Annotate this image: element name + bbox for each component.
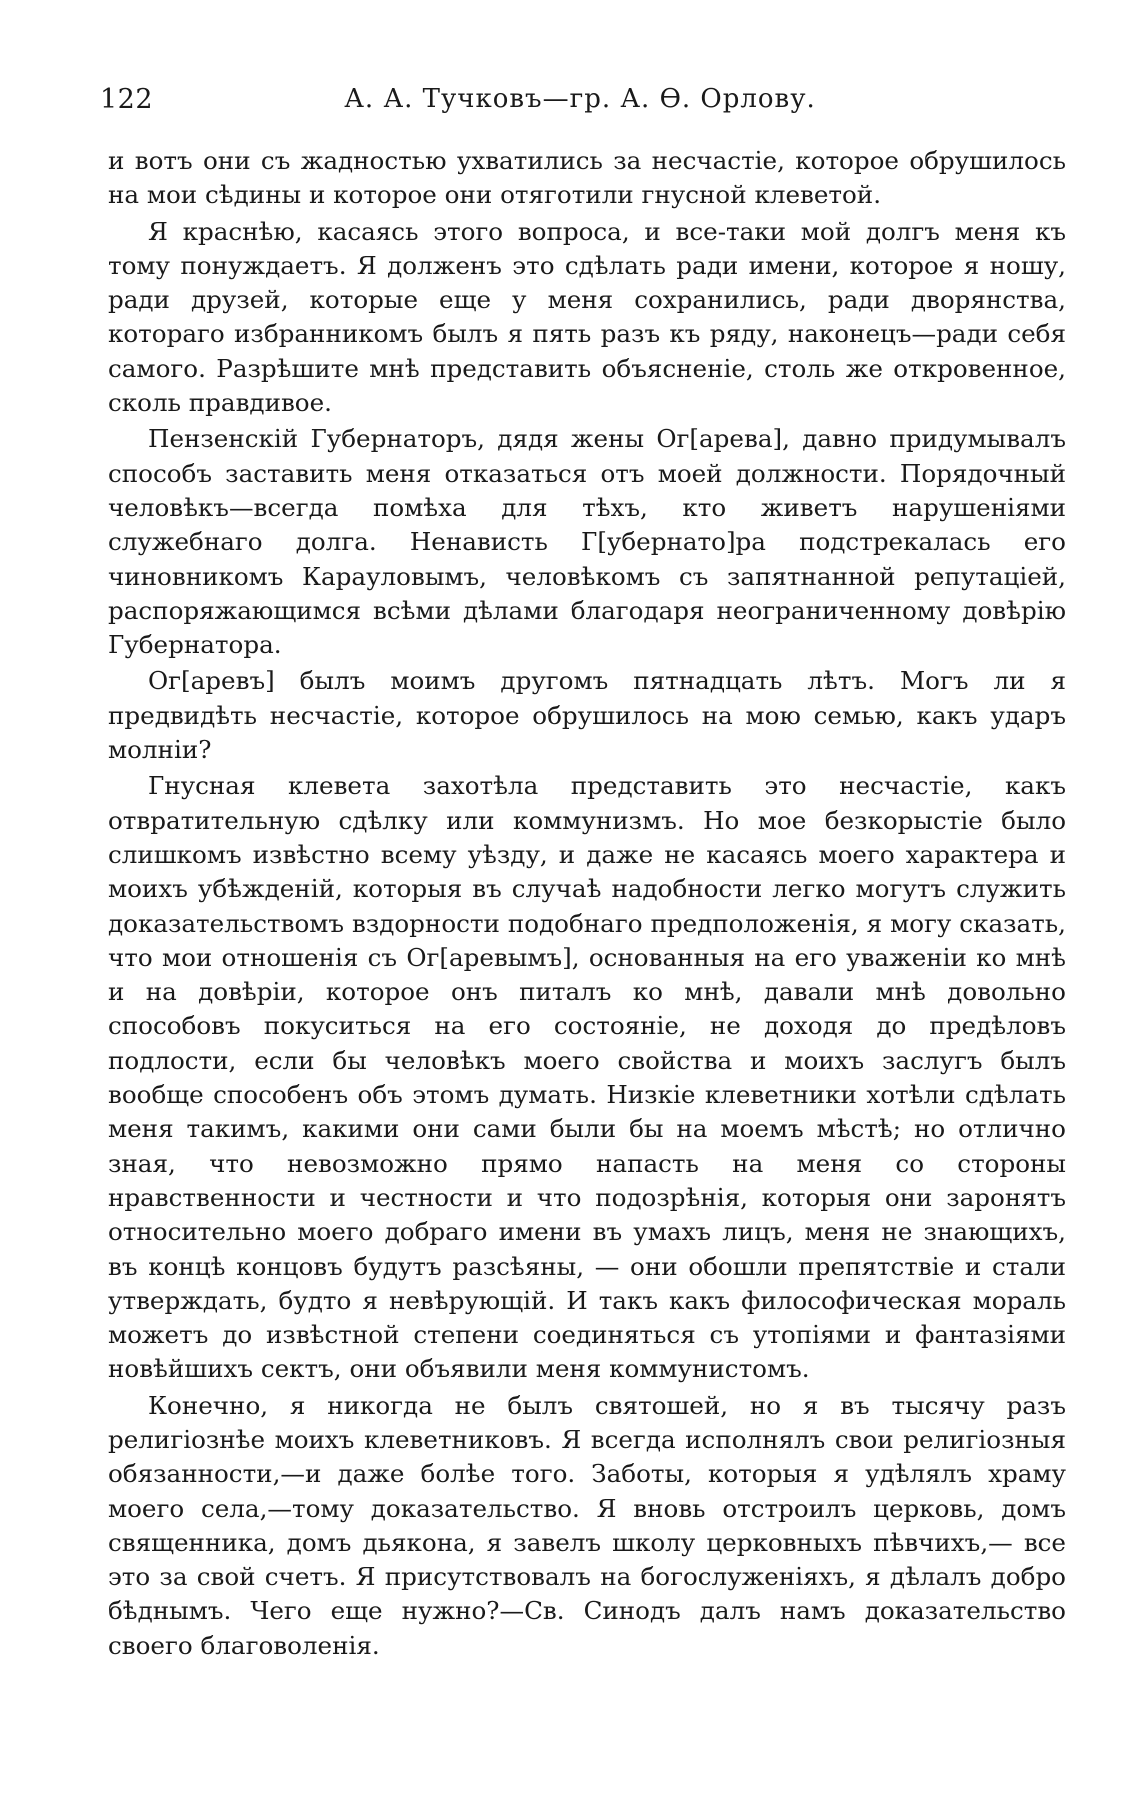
body-text bbox=[108, 144, 1066, 1665]
paragraph: Ог[аревъ] былъ моимъ другомъ пятнадцать лѣтъ. Могъ ли я предвидѣть несчастіе, которое обрушилось на мою семью, какъ ударъ молніи? bbox=[108, 666, 1066, 765]
running-title: А. А. Тучковъ—гр. А. Ѳ. Орлову. bbox=[344, 84, 816, 114]
paragraph: Гнусная клевета захотѣла представить это несчастіе, какъ отвратительную сдѣлку или коммунизмъ. Но мое безкорыстіе было слишкомъ извѣстно всему уѣзду, и даже не касаясь моего характера и моихъ убѣжденій, которыя въ случаѣ надобности легко могутъ служить доказательствомъ вздорности подобнаго предположенія, я могу сказать, что мои отношенія съ Ог[аревымъ], основанныя на его уваженіи ко мнѣ и на довѣріи, которое онъ питалъ ко мнѣ, давали мнѣ довольно способовъ покуситься на его состояніе, не доходя до предѣловъ подлости, если бы человѣкъ моего свойства и моихъ заслугъ былъ вообще способенъ объ этомъ думать. Низкіе клеветники хотѣли сдѣлать меня такимъ, какими они сами были бы на моемъ мѣстѣ; но отлично зная, что невозможно прямо напасть на меня со стороны нравственности и честности и что подозрѣнія, которыя они заронятъ относительно моего добраго имени въ умахъ лицъ, меня не знающихъ, въ концѣ концовъ будутъ разсѣяны, — они обошли препятствіе и стали утверждать, будто я невѣрующій. И такъ какъ философическая мораль можетъ до извѣстной степени соединяться съ утопіями и фантазіями новѣйшихъ сектъ, они объявили меня коммунистомъ. bbox=[108, 771, 1066, 1384]
page-number: 122 bbox=[100, 84, 154, 115]
paragraph: Пензенскій Губернаторъ, дядя жены Ог[арева], давно придумывалъ способъ заставить меня отказаться отъ моей должности. Порядочный человѣкъ—всегда помѣха для тѣхъ, кто живетъ нарушеніями служебнаго долга. Ненависть Г[убернато]ра подстрекалась его чиновникомъ Карауловымъ, человѣкомъ съ запятнанной репутаціей, распоряжающимся всѣми дѣлами благодаря неограниченному довѣрію Губернатора. bbox=[108, 424, 1066, 660]
page-header bbox=[100, 84, 1060, 124]
paragraph: Конечно, я никогда не былъ святошей, но я въ тысячу разъ религіознѣе моихъ клеветниковъ. Я всегда исполнялъ свои религіозныя обязанности,—и даже болѣе того. Заботы, которыя я удѣлялъ храму моего села,—тому доказательство. Я вновь отстроилъ церковь, домъ священника, домъ дьякона, я завелъ школу церковныхъ пѣвчихъ,— все это за свой счетъ. Я присутствовалъ на богослуженіяхъ, я дѣлалъ добро бѣднымъ. Чего еще нужно?—Св. Синодъ далъ намъ доказательство своего благоволенія. bbox=[108, 1390, 1066, 1660]
paragraph: Я краснѣю, касаясь этого вопроса, и все-таки мой долгъ меня къ тому понуждаетъ. Я долженъ это сдѣлать ради имени, которое я ношу, ради друзей, которые еще у меня сохранились, ради дворянства, котораго избранникомъ былъ я пять разъ къ ряду, наконецъ—ради себя самого. Разрѣшите мнѣ представить объясненіе, столь же откровенное, сколь правдивое. bbox=[108, 216, 1066, 418]
paragraph-continuation: и вотъ они съ жадностью ухватились за несчастіе, которое обрушилось на мои сѣдины и которое они отяготили гнусной клеветой. bbox=[108, 146, 1066, 210]
